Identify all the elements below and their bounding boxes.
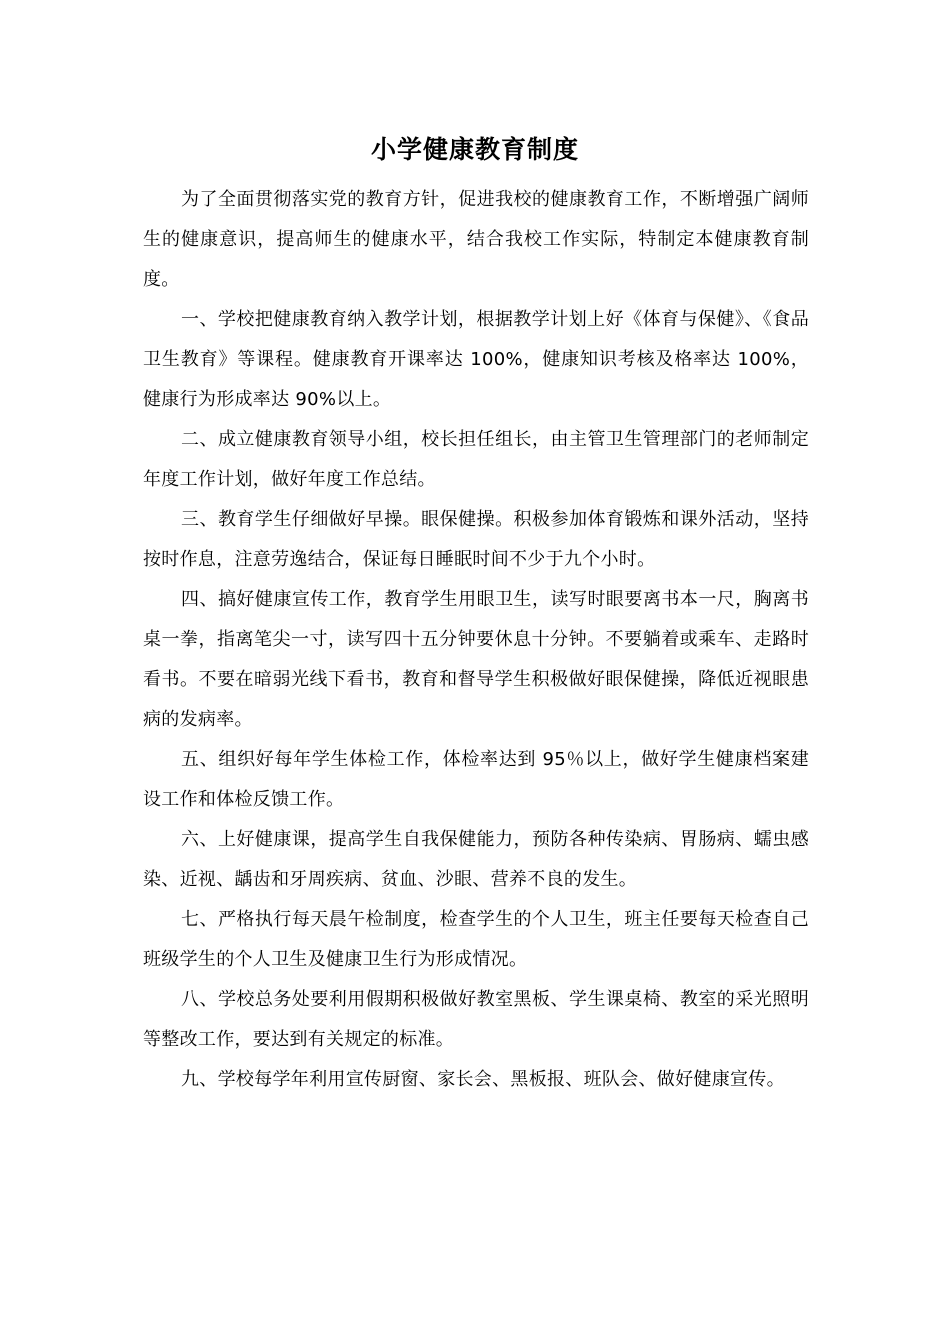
- paragraph-6: 六、上好健康课，提高学生自我保健能力，预防各种传染病、胃肠病、蠕虫感染、近视、龋齿和牙周疾病、贫血、沙眼、营养不良的发生。: [143, 829, 809, 890]
- paragraph-8: 八、学校总务处要利用假期积极做好教室黑板、学生课桌椅、教室的采光照明等整改工作，要达到有关规定的标准。: [143, 989, 809, 1050]
- paragraph-5: 五、组织好每年学生体检工作，体检率达到 95％以上，做好学生健康档案建设工作和体检反馈工作。: [143, 749, 809, 810]
- paragraph-1: 一、学校把健康教育纳入教学计划，根据教学计划上好《体育与保健》、《食品卫生教育》等课程。健康教育开课率达 100%，健康知识考核及格率达 100%，健康行为形成率达 90%以上。: [143, 309, 809, 410]
- paragraph-7: 七、严格执行每天晨午检制度，检查学生的个人卫生，班主任要每天检查自己班级学生的个人卫生及健康卫生行为形成情况。: [143, 909, 809, 970]
- paragraph-9: 九、学校每学年利用宣传厨窗、家长会、黑板报、班队会、做好健康宣传。: [181, 1069, 785, 1090]
- paragraph-intro: 为了全面贯彻落实党的教育方针，促进我校的健康教育工作，不断增强广阔师生的健康意识，提高师生的健康水平，结合我校工作实际，特制定本健康教育制度。: [143, 189, 809, 290]
- document-body: [143, 180, 809, 1100]
- paragraph-2: 二、成立健康教育领导小组，校长担任组长，由主管卫生管理部门的老师制定年度工作计划，做好年度工作总结。: [143, 429, 809, 490]
- document-title: 小学健康教育制度: [370, 135, 579, 164]
- paragraph-4: 四、搞好健康宣传工作，教育学生用眼卫生，读写时眼要离书本一尺，胸离书桌一拳，指离笔尖一寸，读写四十五分钟要休息十分钟。不要躺着或乘车、走路时看书。不要在暗弱光线下看书，教育和督导学生积极做好眼保健操，降低近视眼患病的发病率。: [143, 589, 809, 730]
- paragraph-3: 三、教育学生仔细做好早操。眼保健操。积极参加体育锻炼和课外活动，坚持按时作息，注意劳逸结合，保证每日睡眠时间不少于九个小时。: [143, 509, 809, 570]
